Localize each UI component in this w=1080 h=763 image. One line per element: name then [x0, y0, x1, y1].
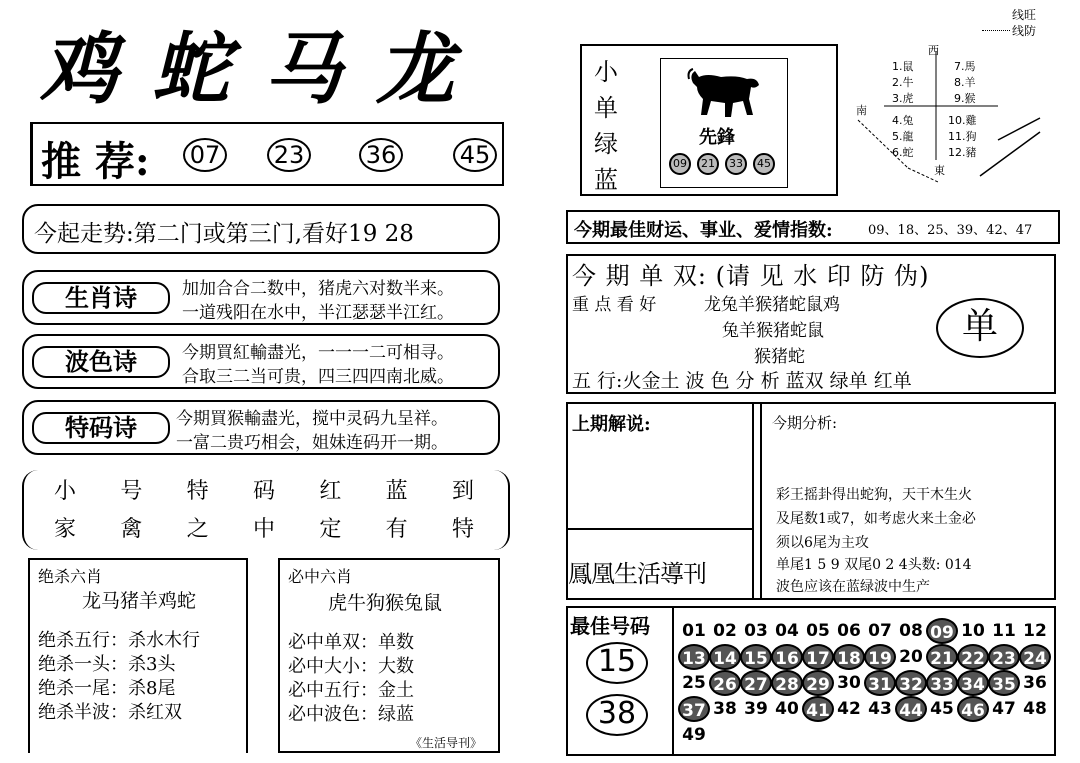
poem-line: 加加合合二数中，猪虎六对数半来。	[182, 279, 454, 299]
this-label: 今期分析:	[772, 414, 838, 432]
last-label: 上期解说:	[572, 414, 651, 435]
ox-icon	[685, 65, 765, 121]
must-title: 必中六肖	[288, 567, 353, 586]
must-line: 必中波色：绿蓝	[288, 704, 414, 725]
source-caption: 《生活导刊》	[410, 736, 483, 750]
recommend-label: 推 荐:	[41, 138, 150, 185]
zodiac-entry: 5.龍	[892, 130, 914, 143]
poem-line: 今期買紅輸盡光，一一一二可相寻。	[182, 343, 454, 363]
watermark-line1: 线旺	[1012, 8, 1037, 22]
pioneer-side-text	[594, 54, 624, 198]
grid-number: 18	[833, 644, 865, 670]
riddle-row	[54, 474, 474, 505]
divider	[672, 608, 674, 756]
poem-box	[22, 334, 500, 389]
zodiac-entry: 4.兔	[892, 114, 914, 127]
focus-zodiacs: 猴猪蛇	[754, 347, 805, 367]
riddle-char: 之	[186, 517, 209, 542]
divider	[752, 404, 754, 600]
kill-box	[28, 558, 248, 753]
riddle-char: 号	[120, 479, 143, 504]
analysis-text: 及尾数1或7，如考虑火来土金必	[776, 511, 976, 527]
compass-south: 南	[856, 104, 867, 117]
must-line: 必中五行：金土	[288, 680, 414, 701]
index-box	[566, 210, 1060, 244]
grid-number: 24	[1019, 644, 1051, 670]
kill-line: 绝杀五行：杀水木行	[38, 630, 200, 651]
pioneer-number: 21	[697, 153, 719, 175]
zodiac-entry: 1.鼠	[892, 60, 914, 73]
grid-number: 27	[740, 670, 772, 696]
grid-number: 38	[713, 699, 737, 719]
riddle-char: 蓝	[385, 479, 408, 504]
watermark-dots	[982, 30, 1010, 31]
analysis-text: 波色应该在蓝绿波中生产	[776, 579, 930, 595]
recommend-number: 45	[453, 138, 497, 172]
analysis-box	[566, 402, 1056, 600]
wuxing-line: 五 行:火金土 波 色 分 析 蓝双 绿单 红单	[572, 370, 912, 392]
index-label: 今期最佳财运、事业、爱情指数:	[574, 220, 833, 241]
grid-number: 41	[802, 696, 834, 722]
zodiac-entry: 7.馬	[954, 60, 976, 73]
grid-number: 02	[713, 621, 737, 641]
number-grid	[678, 618, 1054, 752]
grid-number: 47	[992, 699, 1016, 719]
riddle-char: 特	[186, 479, 209, 504]
grid-number: 06	[837, 621, 861, 641]
poem-line: 一富二贵巧相会，姐妹连码开一期。	[176, 433, 448, 453]
grid-number: 20	[899, 647, 923, 667]
zodiac-entry: 2.牛	[892, 76, 914, 89]
zodiac-entry: 10.雞	[948, 114, 977, 127]
oddeven-title: 今 期 单 双: (请 见 水 印 防 伪)	[572, 262, 930, 290]
grid-number: 39	[744, 699, 768, 719]
kill-line: 绝杀一头：杀3头	[38, 654, 176, 675]
page-title: 鸡蛇马龙	[40, 24, 489, 115]
riddle-char: 禽	[120, 517, 143, 542]
divider	[568, 528, 752, 530]
watermark-line2: 线防	[1012, 24, 1037, 38]
grid-number: 03	[744, 621, 768, 641]
grid-number: 40	[775, 699, 799, 719]
riddle-box	[22, 470, 510, 550]
best-number: 15	[586, 642, 648, 684]
pioneer-side-char: 绿	[594, 130, 618, 158]
zodiac-table	[848, 40, 1048, 190]
pioneer-number: 45	[753, 153, 775, 175]
zodiac-entry: 3.虎	[892, 92, 914, 105]
grid-number: 09	[926, 618, 958, 644]
grid-number: 01	[682, 621, 706, 641]
compass-east: 東	[934, 164, 945, 177]
grid-number: 43	[868, 699, 892, 719]
grid-number: 49	[682, 725, 706, 745]
grid-number: 21	[926, 644, 958, 670]
riddle-char: 有	[385, 517, 408, 542]
stamp-text: 单	[961, 306, 998, 347]
grid-number: 31	[864, 670, 896, 696]
kill-line: 绝杀一尾：杀8尾	[38, 678, 176, 699]
grid-number: 13	[678, 644, 710, 670]
riddle-char: 家	[54, 517, 77, 542]
pioneer-frame	[660, 58, 788, 188]
recommend-number: 23	[267, 138, 311, 172]
analysis-text: 彩王摇卦得出蛇狗，天干木生火	[776, 487, 972, 503]
pioneer-label: 先鋒	[699, 127, 735, 148]
poem-line: 一道残阳在水中，半江瑟瑟半江红。	[182, 303, 454, 323]
grid-number: 28	[771, 670, 803, 696]
grid-number: 26	[709, 670, 741, 696]
brand-logo: 鳳凰生活導刊	[568, 560, 706, 588]
poem-label: 特码诗	[32, 412, 170, 444]
best-box	[566, 606, 1056, 756]
grid-number: 16	[771, 644, 803, 670]
must-line: 必中单双：单数	[288, 632, 414, 653]
zodiac-entry: 6.蛇	[892, 146, 914, 159]
pioneer-number: 33	[725, 153, 747, 175]
divider	[760, 404, 762, 600]
must-line: 必中大小：大数	[288, 656, 414, 677]
recommend-number: 36	[359, 138, 403, 172]
kill-line: 绝杀半波：杀红双	[38, 702, 182, 723]
grid-number: 33	[926, 670, 958, 696]
grid-number: 14	[709, 644, 741, 670]
zodiac-entry: 11.狗	[948, 130, 977, 143]
pioneer-side-char: 单	[594, 94, 618, 122]
focus-zodiacs: 龙兔羊猴猪蛇鼠鸡	[704, 295, 840, 315]
best-label: 最佳号码	[570, 614, 650, 638]
best-number: 38	[586, 694, 648, 736]
poem-box	[22, 270, 500, 325]
grid-number: 04	[775, 621, 799, 641]
riddle-char: 红	[319, 479, 342, 504]
grid-number: 19	[864, 644, 896, 670]
riddle-char: 码	[252, 479, 275, 504]
riddle-char: 特	[451, 517, 474, 542]
riddle-row	[54, 512, 474, 543]
index-values: 09、18、25、39、42、47	[868, 223, 1033, 238]
grid-number: 44	[895, 696, 927, 722]
grid-number: 32	[895, 670, 927, 696]
must-box	[278, 558, 500, 753]
recommend-number: 07	[183, 138, 227, 172]
zodiac-entry: 12.豬	[948, 146, 977, 159]
analysis-text: 单尾1 5 9 双尾0 2 4头数: 014	[776, 557, 972, 573]
grid-number: 46	[957, 696, 989, 722]
zodiac-entry: 9.猴	[954, 92, 976, 105]
trend-box	[22, 204, 500, 254]
grid-number: 23	[988, 644, 1020, 670]
zodiac-entry: 8.羊	[954, 76, 976, 89]
poem-label: 生肖诗	[32, 282, 170, 314]
poem-label: 波色诗	[32, 346, 170, 378]
grid-number: 15	[740, 644, 772, 670]
riddle-char: 小	[54, 479, 77, 504]
poem-line: 合取三二当可贵，四三四四南北威。	[182, 367, 454, 387]
must-zodiacs: 虎牛狗猴兔鼠	[328, 592, 443, 614]
focus-zodiacs: 兔羊猴猪蛇鼠	[722, 321, 824, 341]
analysis-text: 须以6尾为主攻	[776, 535, 869, 551]
stamp-circle	[936, 298, 1024, 358]
grid-number: 29	[802, 670, 834, 696]
pioneer-side-char: 蓝	[594, 166, 618, 194]
grid-number: 30	[837, 673, 861, 693]
grid-number: 37	[678, 696, 710, 722]
trend-text: 今起走势:第二门或第三门,看好19 28	[34, 221, 414, 247]
oddeven-box	[566, 254, 1056, 394]
poem-box	[22, 400, 500, 455]
grid-number: 07	[868, 621, 892, 641]
compass-west: 西	[928, 44, 939, 57]
grid-number: 36	[1023, 673, 1047, 693]
grid-number: 34	[957, 670, 989, 696]
grid-number: 42	[837, 699, 861, 719]
kill-title: 绝杀六肖	[38, 567, 103, 586]
pioneer-side-char: 小	[594, 58, 618, 86]
grid-number: 45	[930, 699, 954, 719]
recommend-box	[30, 122, 504, 186]
grid-number: 22	[957, 644, 989, 670]
grid-number: 08	[899, 621, 923, 641]
kill-zodiacs: 龙马猪羊鸡蛇	[82, 590, 197, 612]
riddle-char: 中	[252, 517, 275, 542]
grid-number: 05	[806, 621, 830, 641]
poem-line: 今期買猴輸盡光，搅中灵码九呈祥。	[176, 409, 448, 429]
grid-number: 17	[802, 644, 834, 670]
grid-number: 35	[988, 670, 1020, 696]
pioneer-box	[580, 44, 838, 196]
grid-number: 10	[961, 621, 985, 641]
grid-number: 11	[992, 621, 1016, 641]
grid-number: 25	[682, 673, 706, 693]
pioneer-number: 09	[669, 153, 691, 175]
grid-number: 12	[1023, 621, 1047, 641]
riddle-char: 到	[451, 479, 474, 504]
focus-label: 重 点 看 好	[572, 295, 657, 315]
grid-number: 48	[1023, 699, 1047, 719]
riddle-char: 定	[319, 517, 342, 542]
